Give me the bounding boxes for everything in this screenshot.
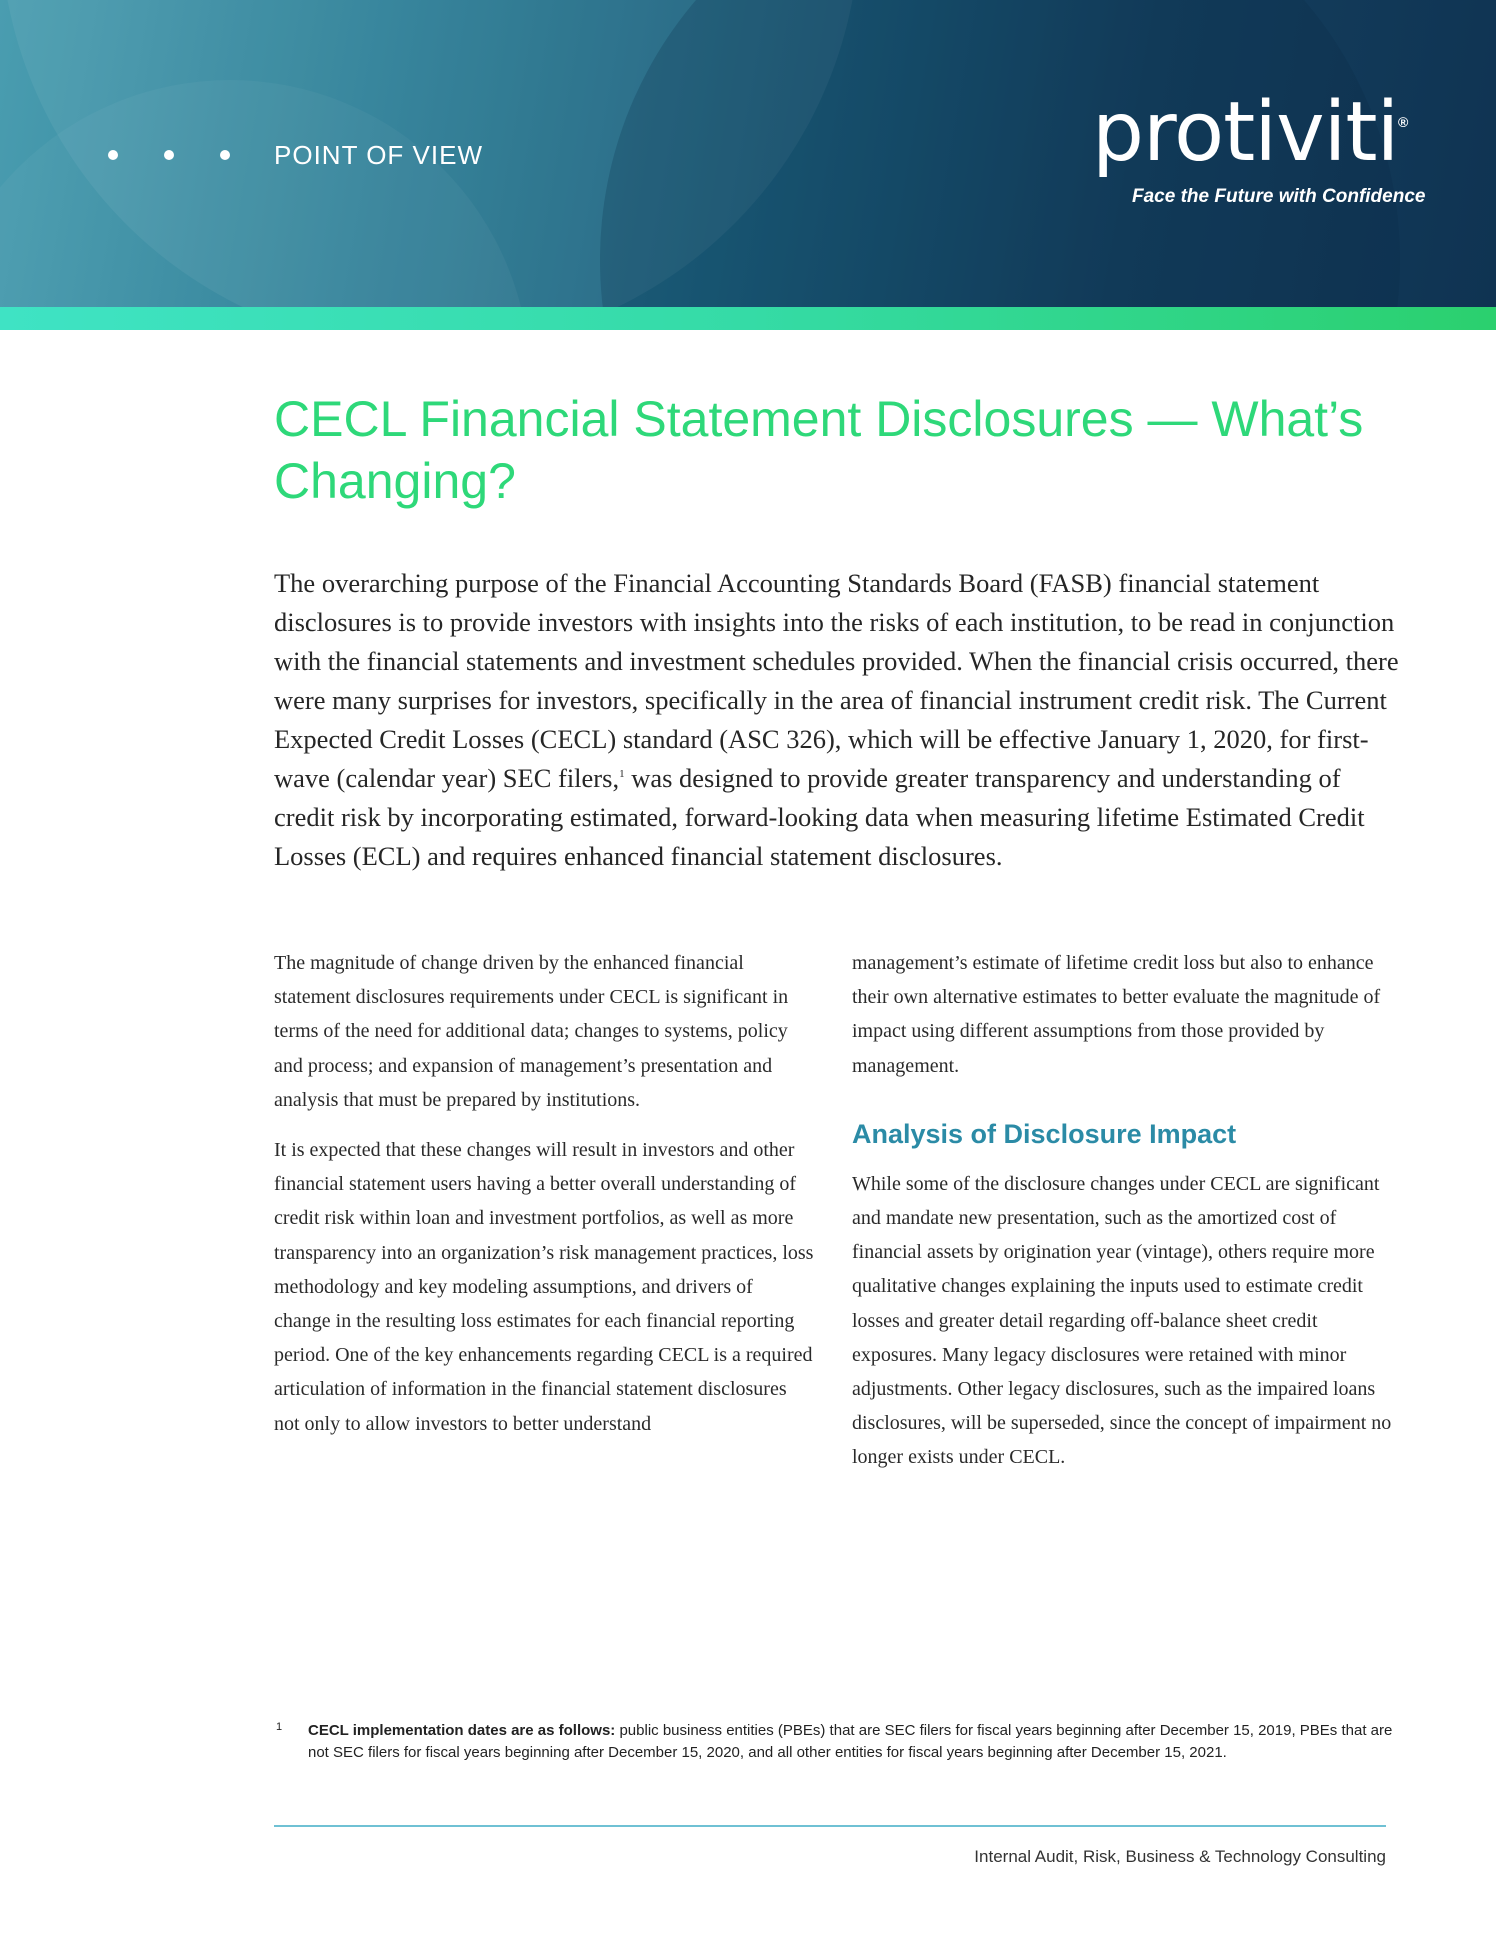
- accent-bar: [0, 307, 1496, 330]
- body-paragraph-continued: management’s estimate of lifetime credit loss but also to enhance their own alternative estimates to better evaluate the magnitude of impact using different assumptions from those provided by management.: [852, 952, 1381, 1077]
- footnote-reference: 1: [619, 768, 625, 781]
- registered-mark: ®: [1398, 114, 1409, 130]
- body-paragraph: The magnitude of change driven by the enhanced financial statement disclosures requirements under CECL is significant in terms of the need for additional data; changes to systems, policy and process; and expansion of management’s presentation and analysis that must be prepared by institutions.: [274, 952, 789, 1111]
- footer-text: Internal Audit, Risk, Business & Technology Consulting: [974, 1847, 1386, 1866]
- footnote-text: public business entities (PBEs) that are SEC filers for fiscal years beginning after December 15, 2019, PBEs that are not SEC filers for fiscal years beginning after December 15, 2020, and all other entities for fiscal years beginning after December 15, 2021.: [308, 1722, 1393, 1761]
- footnote-number: 1: [276, 1721, 283, 1733]
- page-title: CECL Financial Statement Disclosures — What’s Changing?: [274, 391, 1364, 509]
- footnote: [274, 1720, 1394, 1764]
- header-banner: [0, 0, 1496, 307]
- protiviti-logo: protiviti: [1092, 85, 1399, 180]
- right-column: [852, 946, 1392, 1491]
- intro-text-start: The overarching purpose of the Financial Accounting Standards Board (FASB) financial statement disclosures is to provide investors with insights into the risks of each institution, to be read in conjunction with the financial statements and investment schedules provided. When the financial crisis occurred, there were many surprises for investors, specifically in the area of financial instrument credit risk. The Current Expected Credit Losses (CECL) standard (ASC 326), which will be effective January 1, 2020, for first-wave (calendar year) SEC filers,: [274, 568, 1399, 793]
- footer-divider: [274, 1825, 1386, 1827]
- decorative-dots: [108, 150, 230, 160]
- footnote-lead: CECL implementation dates are as follows:: [308, 1722, 616, 1739]
- dot-icon: [108, 150, 118, 160]
- section-heading: Analysis of Disclosure Impact: [852, 1118, 1237, 1149]
- intro-text-end: was designed to provide greater transparency and understanding of credit risk by incorporating estimated, forward-looking data when measuring lifetime Estimated Credit Losses (ECL) and requires enhanced financial statement disclosures.: [274, 763, 1365, 871]
- dot-icon: [220, 150, 230, 160]
- body-paragraph: While some of the disclosure changes under CECL are significant and mandate new presentation, such as the amortized cost of financial assets by origination year (vintage), others require more qualitative changes explaining the inputs used to estimate credit losses and greater detail regarding off-balance sheet credit exposures. Many legacy disclosures were retained with minor adjustments. Other legacy disclosures, such as the impaired loans disclosures, will be superseded, since the concept of impairment no longer exists under CECL.: [852, 1172, 1392, 1469]
- dot-icon: [164, 150, 174, 160]
- section-label: POINT OF VIEW: [274, 140, 483, 170]
- body-paragraph: It is expected that these changes will result in investors and other financial statement users having a better overall understanding of credit risk within loan and investment portfolios, as well as more transparency into an organization’s risk management practices, loss methodology and key modeling assumptions, and drivers of change in the resulting loss estimates for each financial reporting period. One of the key enhancements regarding CECL is a required articulation of information in the financial statement disclosures not only to allow investors to better understand: [274, 1139, 814, 1435]
- left-column: [274, 946, 814, 1457]
- footnote-body: [308, 1720, 1394, 1764]
- intro-paragraph: [274, 564, 1404, 876]
- logo-tagline: Face the Future with Confidence: [1132, 186, 1426, 207]
